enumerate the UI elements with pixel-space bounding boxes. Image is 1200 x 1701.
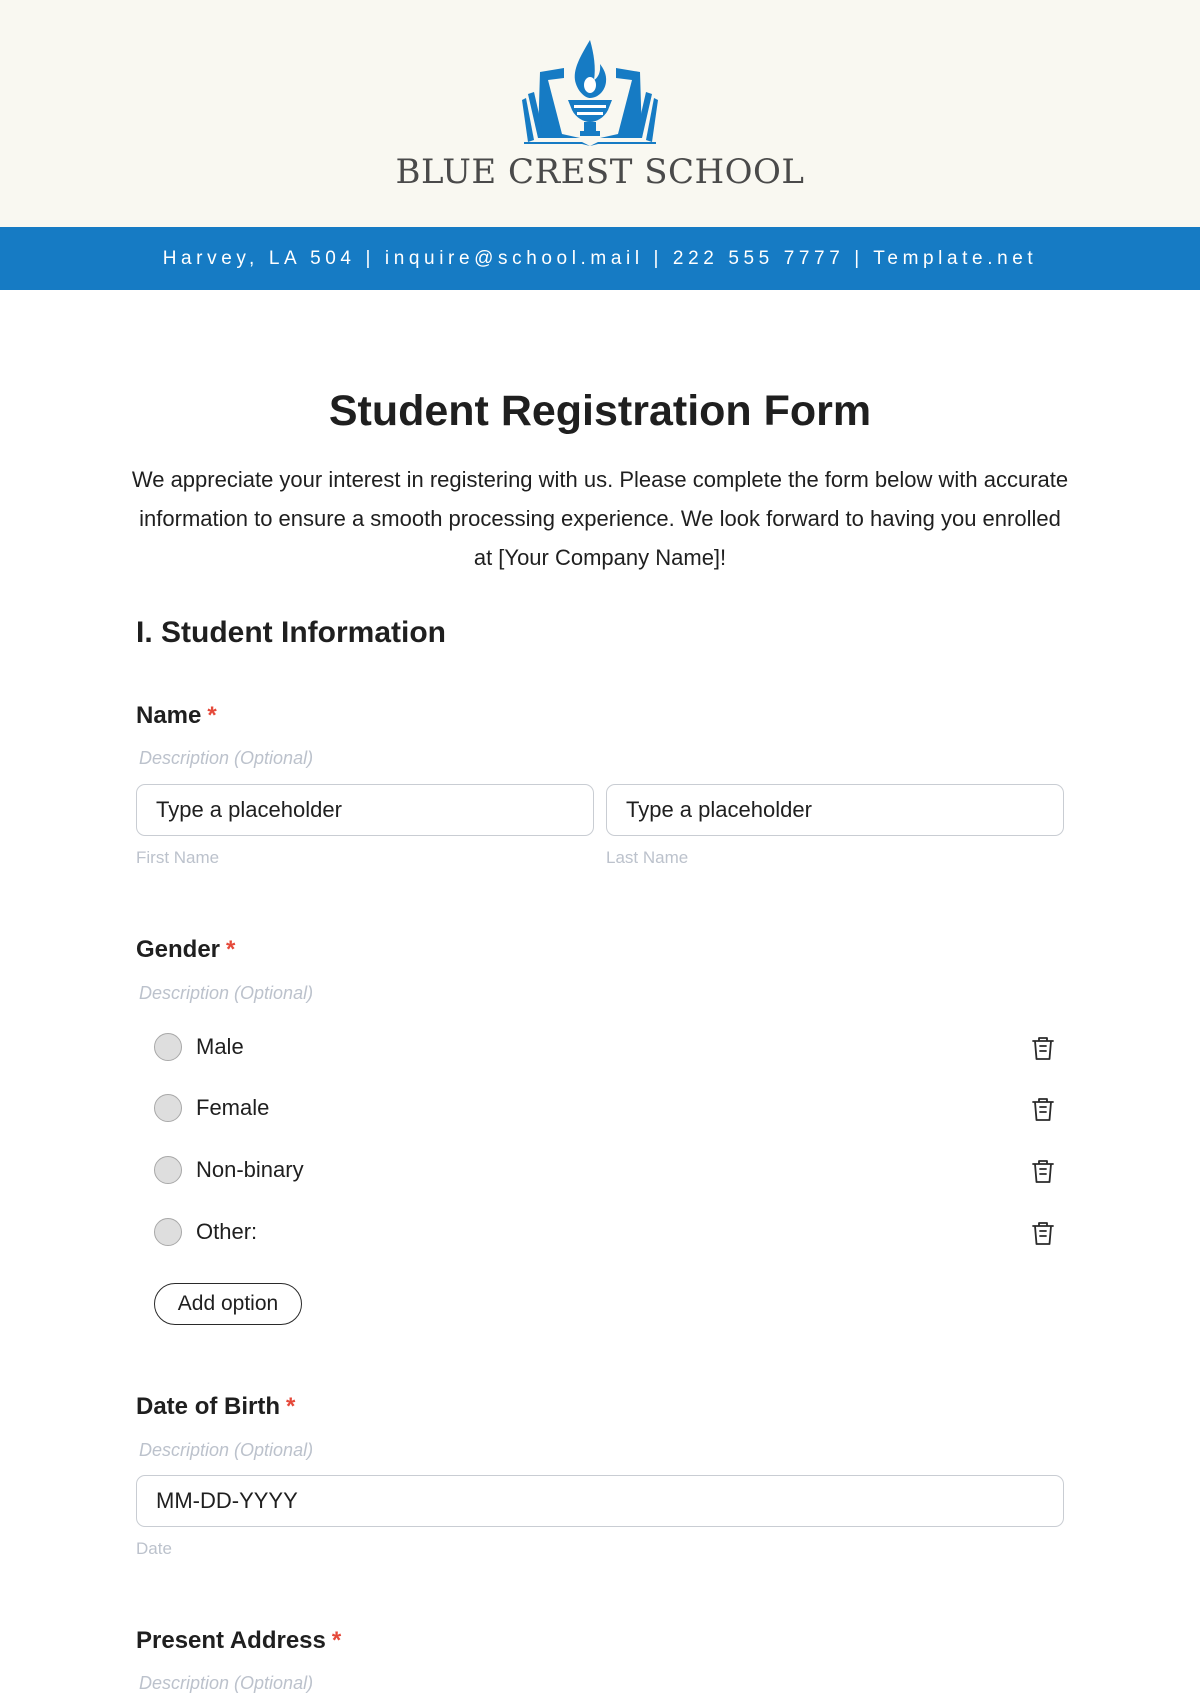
dob-sublabel: Date — [136, 1539, 172, 1558]
option-label: Female — [196, 1095, 270, 1120]
name-field-label — [136, 702, 217, 730]
trash-icon[interactable] — [1030, 1219, 1056, 1247]
contact-bar — [0, 227, 1200, 290]
first-name-sublabel: First Name — [136, 848, 220, 867]
name-label-text: Name — [136, 702, 202, 729]
required-asterisk: * — [226, 936, 236, 963]
dob-description[interactable]: Description (Optional) — [139, 1440, 314, 1460]
gender-option-female[interactable] — [154, 1088, 1056, 1128]
gender-label-text: Gender — [136, 936, 221, 963]
school-name: BLUE CREST SCHOOL — [395, 152, 805, 192]
required-asterisk: * — [286, 1393, 296, 1420]
option-label: Non-binary — [196, 1157, 304, 1182]
dob-field-label — [136, 1393, 295, 1421]
dob-input[interactable] — [136, 1475, 1064, 1527]
page-title: Student Registration Form — [328, 387, 872, 435]
required-asterisk: * — [331, 1627, 342, 1654]
option-label: Male — [196, 1034, 244, 1059]
radio-button[interactable] — [154, 1218, 182, 1246]
dob-label-text: Date of Birth — [136, 1393, 280, 1420]
page-header — [0, 0, 1200, 227]
gender-description[interactable]: Description (Optional) — [139, 983, 314, 1003]
last-name-placeholder: Type a placeholder — [626, 797, 812, 822]
last-name-input[interactable] — [606, 784, 1064, 836]
gender-field-label — [136, 936, 235, 964]
trash-icon[interactable] — [1030, 1095, 1056, 1123]
address-description[interactable]: Description (Optional) — [139, 1673, 314, 1693]
trash-icon[interactable] — [1030, 1034, 1056, 1062]
last-name-sublabel: Last Name — [606, 848, 689, 867]
radio-button[interactable] — [154, 1094, 182, 1122]
gender-option-male[interactable] — [154, 1027, 1056, 1067]
radio-button[interactable] — [154, 1033, 182, 1061]
contact-info: Harvey, LA 504 | inquire@school.mail | 222 555 7777 | Template.net — [162, 247, 1038, 269]
trash-icon[interactable] — [1030, 1157, 1056, 1185]
first-name-placeholder: Type a placeholder — [156, 797, 342, 822]
torch-book-icon — [520, 38, 660, 146]
address-field-label — [136, 1627, 341, 1655]
required-asterisk: * — [207, 702, 217, 729]
first-name-input[interactable] — [136, 784, 594, 836]
add-option-button[interactable]: Add option — [154, 1283, 302, 1325]
section-heading-student-info: I. Student Information — [136, 616, 446, 649]
gender-option-non-binary[interactable] — [154, 1150, 1056, 1190]
name-description[interactable]: Description (Optional) — [139, 748, 314, 768]
gender-option-other[interactable] — [154, 1212, 1056, 1252]
intro-text: We appreciate your interest in registering with us. Please complete the form below with accurate information to ensure a smooth processing experience. We look forward to having you enrolled at [Your Company Name]! — [131, 467, 1069, 570]
radio-button[interactable] — [154, 1156, 182, 1184]
dob-placeholder: MM-DD-YYYY — [156, 1488, 298, 1513]
option-label: Other: — [196, 1219, 258, 1244]
address-label-text: Present Address — [136, 1627, 326, 1654]
